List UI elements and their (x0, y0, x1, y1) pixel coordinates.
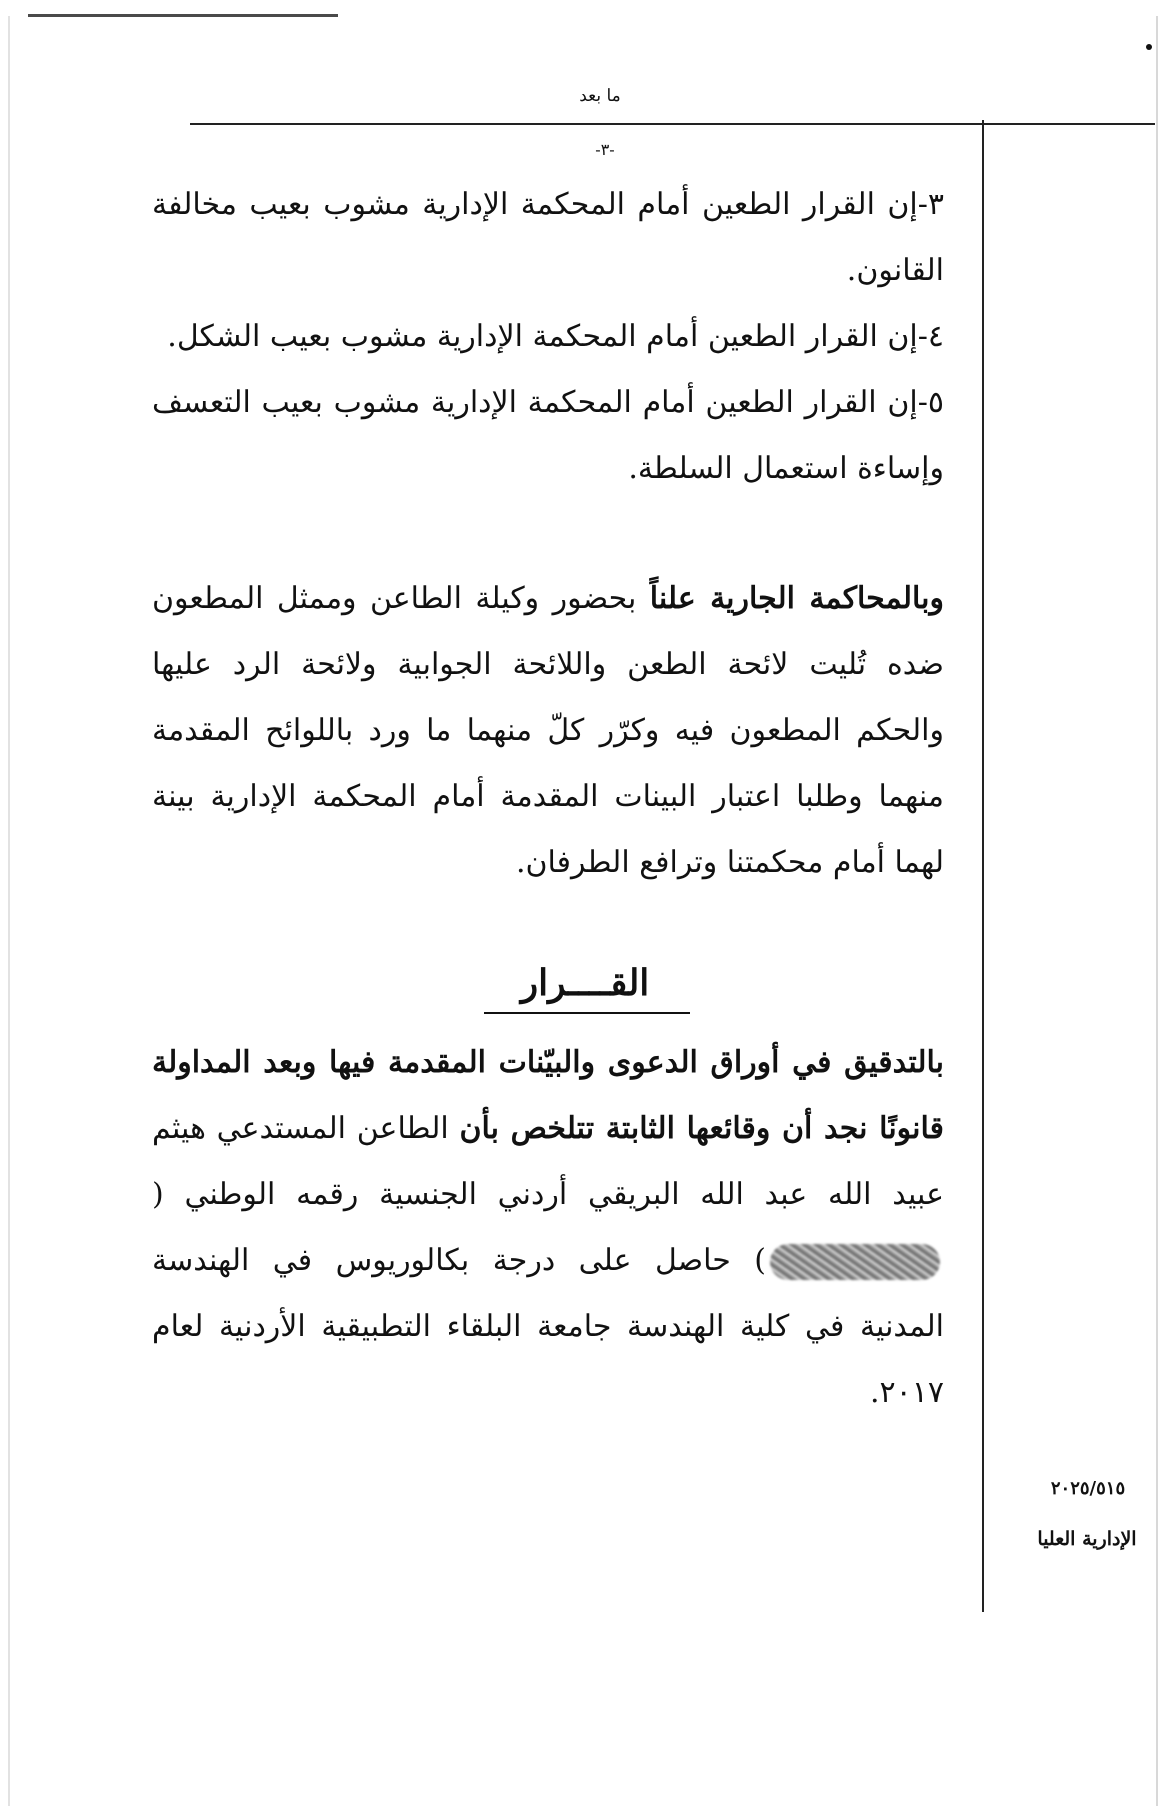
continuation-label: ما بعد (579, 86, 621, 106)
ground-item-4 (152, 304, 944, 370)
ground-item-5-text: -إن القرار الطعين أمام المحكمة الإدارية مشوب بعيب التعسف وإساءة استعمال السلطة. (152, 385, 944, 486)
ground-item-3-text: -إن القرار الطعين أمام المحكمة الإدارية مشوب بعيب مخالفة القانون. (152, 187, 944, 288)
decision-heading-underline (484, 1012, 690, 1014)
decision-intro: بالتدقيق في أوراق الدعوى والبيّنات المقدمة فيها وبعد المداولة قانونًا نجد أن وقائعها الثابتة تتلخص بأن (152, 1045, 945, 1146)
page-number: -٣- (595, 140, 615, 159)
decision-text-part2: ) حاصل على درجة بكالوريوس في الهندسة المدنية في كلية الهندسة جامعة البلقاء التطبيقية الأردنية لعام ٢٠١٧. (152, 1243, 944, 1410)
redacted-national-id (770, 1244, 940, 1280)
ground-item-4-text: -إن القرار الطعين أمام المحكمة الإدارية مشوب بعيب الشكل. (167, 319, 928, 354)
grounds-list (152, 172, 944, 502)
hearing-lead: وبالمحاكمة الجارية علناً (649, 581, 944, 616)
hearing-text: بحضور وكيلة الطاعن وممثل المطعون ضده تُليت لائحة الطعن واللائحة الجوابية ولائحة الرد عليها والحكم المطعون فيه وكرّر كلّ منهما ما ورد باللوائح المقدمة منهما وطلبا اعتبار البينات المقدمة أمام المحكمة الإدارية بينة لهما أمام محكمتنا وترافع الطرفان. (152, 581, 944, 880)
ground-item-5-number: ٥ (927, 385, 944, 420)
hearing-paragraph (152, 566, 944, 896)
ground-item-4-number: ٤ (927, 319, 944, 354)
corner-mark (1146, 44, 1152, 50)
ground-item-5 (152, 370, 944, 502)
decision-paragraph (152, 1030, 944, 1426)
decision-text-part1: الطاعن المستدعي هيثم عبيد الله عبد الله البريقي أردني الجنسية رقمه الوطني ( (152, 1111, 944, 1212)
decision-heading: القــــرار (520, 962, 650, 1004)
ground-item-3 (152, 172, 944, 304)
ground-item-3-number: ٣ (927, 187, 944, 222)
margin-rule (982, 120, 984, 1612)
case-number: ٢٠٢٥/٥١٥ (1050, 1478, 1126, 1499)
header-rule (190, 123, 1155, 125)
court-name: الإدارية العليا (1037, 1528, 1137, 1550)
